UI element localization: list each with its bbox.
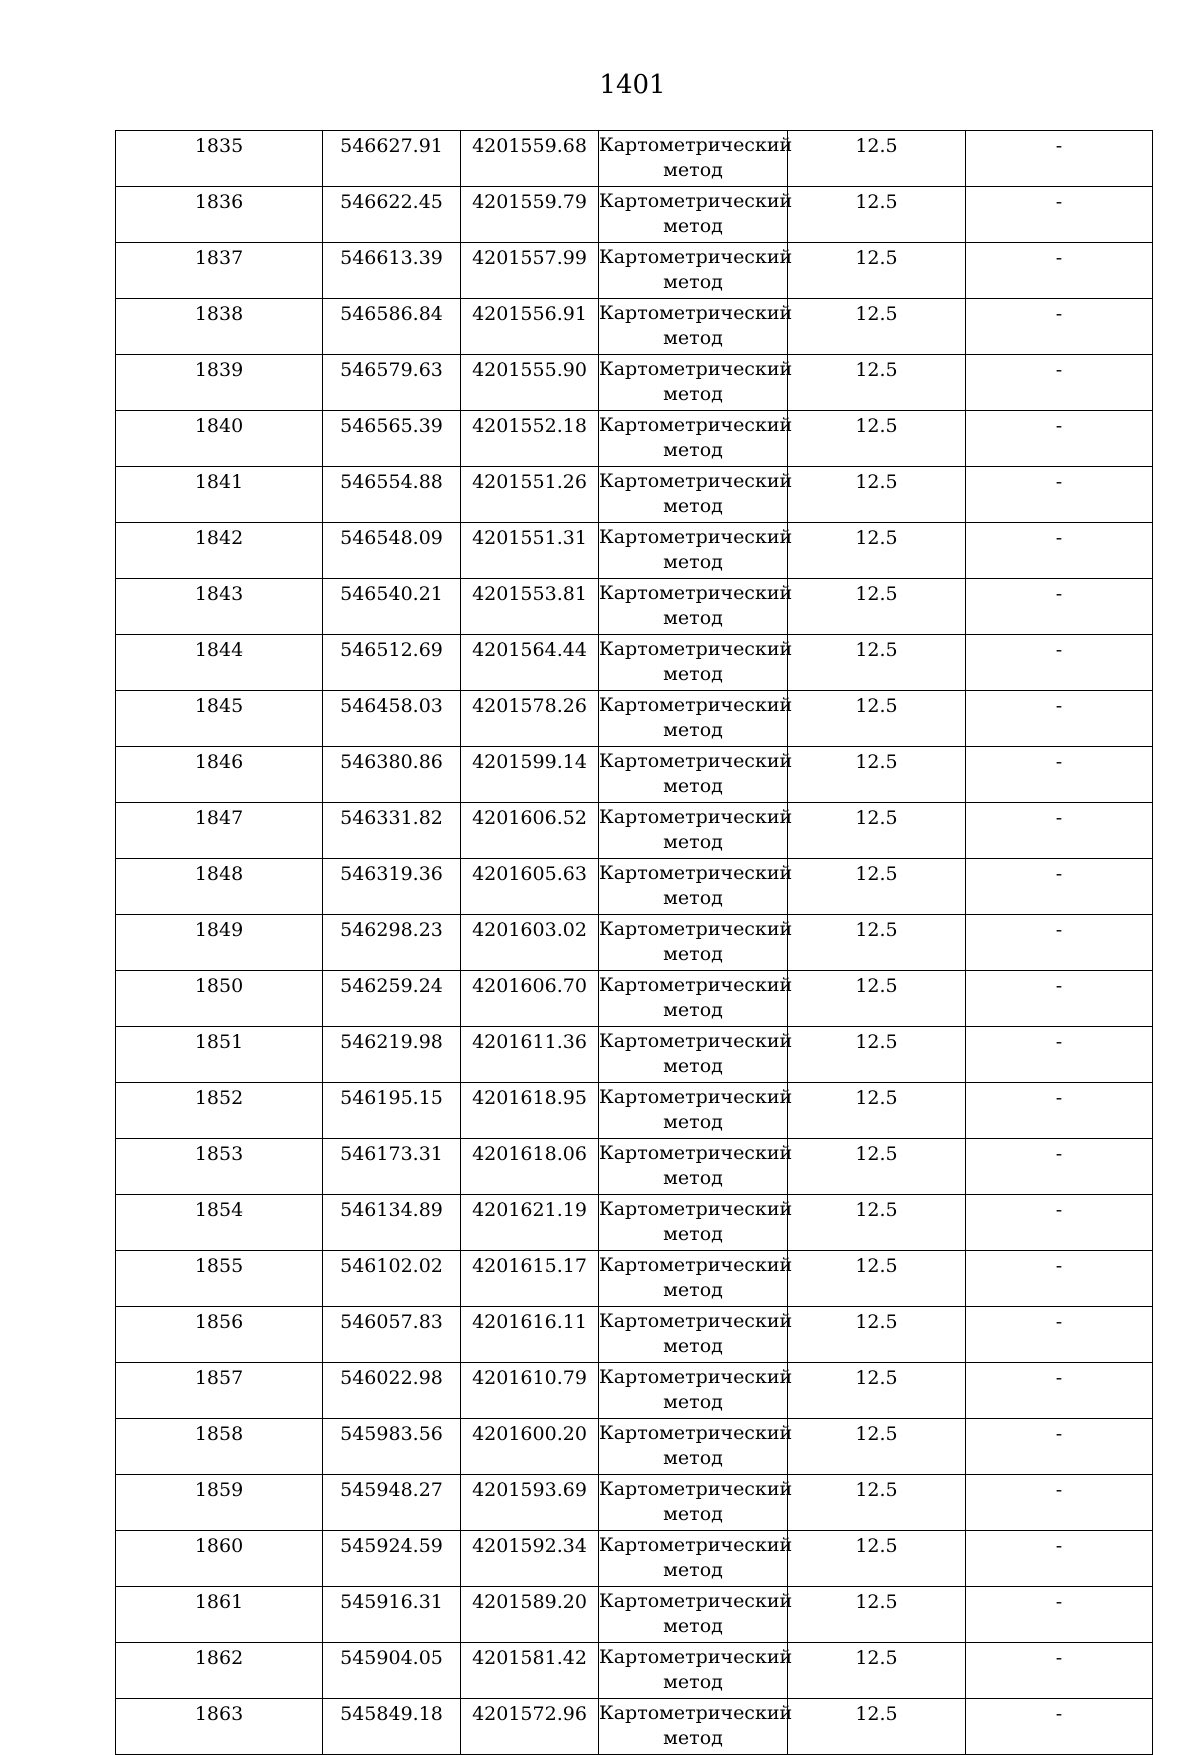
method-line-1: Картометрический — [599, 974, 793, 996]
accuracy-cell: 12.5 — [788, 1531, 966, 1587]
point-number-cell: 1849 — [116, 915, 323, 971]
note-cell: - — [966, 1475, 1153, 1531]
y-coordinate-cell: 4201603.02 — [461, 915, 599, 971]
accuracy-cell: 12.5 — [788, 635, 966, 691]
y-coordinate-cell: 4201551.31 — [461, 523, 599, 579]
y-coordinate-cell: 4201557.99 — [461, 243, 599, 299]
point-number-cell: 1842 — [116, 523, 323, 579]
table-row — [116, 1699, 1153, 1755]
method-line-1: Картометрический — [599, 470, 793, 492]
method-line-2: метод — [663, 439, 723, 461]
method-cell — [599, 1307, 793, 1363]
method-line-2: метод — [663, 159, 723, 181]
method-line-2: метод — [663, 383, 723, 405]
point-number-cell: 1848 — [116, 859, 323, 915]
table-row — [116, 243, 1153, 299]
method-line-2: метод — [663, 775, 723, 797]
accuracy-cell: 12.5 — [788, 243, 966, 299]
accuracy-cell: 12.5 — [788, 411, 966, 467]
method-line-1: Картометрический — [599, 638, 793, 660]
accuracy-cell: 12.5 — [788, 579, 966, 635]
accuracy-cell: 12.5 — [788, 1699, 966, 1755]
method-line-1: Картометрический — [599, 1086, 793, 1108]
method-line-2: метод — [663, 1391, 723, 1413]
method-line-1: Картометрический — [599, 134, 793, 156]
method-line-1: Картометрический — [599, 1030, 793, 1052]
x-coordinate-cell: 546134.89 — [323, 1195, 461, 1251]
point-number-cell: 1859 — [116, 1475, 323, 1531]
note-cell: - — [966, 971, 1153, 1027]
y-coordinate-cell: 4201559.68 — [461, 131, 599, 187]
method-line-2: метод — [663, 1447, 723, 1469]
method-line-1: Картометрический — [599, 526, 793, 548]
point-number-cell: 1850 — [116, 971, 323, 1027]
coordinates-table — [115, 130, 1153, 1755]
method-line-2: метод — [663, 1559, 723, 1581]
y-coordinate-cell: 4201559.79 — [461, 187, 599, 243]
note-cell: - — [966, 1027, 1153, 1083]
x-coordinate-cell: 546548.09 — [323, 523, 461, 579]
x-coordinate-cell: 546627.91 — [323, 131, 461, 187]
method-cell — [599, 355, 793, 411]
method-cell — [599, 747, 793, 803]
note-cell: - — [966, 187, 1153, 243]
method-cell — [599, 859, 793, 915]
x-coordinate-cell: 546458.03 — [323, 691, 461, 747]
method-cell — [599, 523, 793, 579]
y-coordinate-cell: 4201618.95 — [461, 1083, 599, 1139]
y-coordinate-cell: 4201581.42 — [461, 1643, 599, 1699]
note-cell: - — [966, 1587, 1153, 1643]
point-number-cell: 1853 — [116, 1139, 323, 1195]
y-coordinate-cell: 4201553.81 — [461, 579, 599, 635]
method-cell — [599, 1195, 793, 1251]
x-coordinate-cell: 545983.56 — [323, 1419, 461, 1475]
point-number-cell: 1837 — [116, 243, 323, 299]
x-coordinate-cell: 545904.05 — [323, 1643, 461, 1699]
x-coordinate-cell: 546298.23 — [323, 915, 461, 971]
x-coordinate-cell: 546586.84 — [323, 299, 461, 355]
method-cell — [599, 635, 793, 691]
note-cell: - — [966, 1699, 1153, 1755]
method-line-1: Картометрический — [599, 1478, 793, 1500]
x-coordinate-cell: 546554.88 — [323, 467, 461, 523]
y-coordinate-cell: 4201555.90 — [461, 355, 599, 411]
y-coordinate-cell: 4201621.19 — [461, 1195, 599, 1251]
method-line-1: Картометрический — [599, 918, 793, 940]
note-cell: - — [966, 1195, 1153, 1251]
point-number-cell: 1835 — [116, 131, 323, 187]
coordinates-table-body — [116, 131, 1153, 1755]
method-cell — [599, 299, 793, 355]
method-line-2: метод — [663, 719, 723, 741]
note-cell: - — [966, 747, 1153, 803]
table-row — [116, 1531, 1153, 1587]
y-coordinate-cell: 4201552.18 — [461, 411, 599, 467]
point-number-cell: 1843 — [116, 579, 323, 635]
accuracy-cell: 12.5 — [788, 299, 966, 355]
accuracy-cell: 12.5 — [788, 131, 966, 187]
note-cell: - — [966, 579, 1153, 635]
method-cell — [599, 1643, 793, 1699]
x-coordinate-cell: 546579.63 — [323, 355, 461, 411]
note-cell: - — [966, 1531, 1153, 1587]
method-cell — [599, 467, 793, 523]
table-row — [116, 355, 1153, 411]
method-line-1: Картометрический — [599, 358, 793, 380]
table-row — [116, 411, 1153, 467]
note-cell: - — [966, 915, 1153, 971]
point-number-cell: 1855 — [116, 1251, 323, 1307]
x-coordinate-cell: 546540.21 — [323, 579, 461, 635]
table-row — [116, 131, 1153, 187]
method-line-1: Картометрический — [599, 190, 793, 212]
method-cell — [599, 187, 793, 243]
point-number-cell: 1838 — [116, 299, 323, 355]
point-number-cell: 1856 — [116, 1307, 323, 1363]
x-coordinate-cell: 546622.45 — [323, 187, 461, 243]
point-number-cell: 1841 — [116, 467, 323, 523]
table-row — [116, 1419, 1153, 1475]
table-row — [116, 1643, 1153, 1699]
y-coordinate-cell: 4201589.20 — [461, 1587, 599, 1643]
point-number-cell: 1858 — [116, 1419, 323, 1475]
table-row — [116, 1307, 1153, 1363]
accuracy-cell: 12.5 — [788, 523, 966, 579]
note-cell: - — [966, 635, 1153, 691]
accuracy-cell: 12.5 — [788, 691, 966, 747]
y-coordinate-cell: 4201616.11 — [461, 1307, 599, 1363]
note-cell: - — [966, 1307, 1153, 1363]
x-coordinate-cell: 546022.98 — [323, 1363, 461, 1419]
method-line-2: метод — [663, 663, 723, 685]
table-row — [116, 1587, 1153, 1643]
method-line-2: метод — [663, 495, 723, 517]
x-coordinate-cell: 546259.24 — [323, 971, 461, 1027]
method-cell — [599, 1139, 793, 1195]
method-line-1: Картометрический — [599, 1310, 793, 1332]
method-line-2: метод — [663, 271, 723, 293]
table-row — [116, 803, 1153, 859]
method-line-1: Картометрический — [599, 1198, 793, 1220]
method-line-1: Картометрический — [599, 1590, 793, 1612]
x-coordinate-cell: 545924.59 — [323, 1531, 461, 1587]
y-coordinate-cell: 4201592.34 — [461, 1531, 599, 1587]
table-row — [116, 299, 1153, 355]
x-coordinate-cell: 546319.36 — [323, 859, 461, 915]
method-cell — [599, 1419, 793, 1475]
method-cell — [599, 803, 793, 859]
accuracy-cell: 12.5 — [788, 1363, 966, 1419]
method-line-2: метод — [663, 1615, 723, 1637]
note-cell: - — [966, 1643, 1153, 1699]
x-coordinate-cell: 546102.02 — [323, 1251, 461, 1307]
point-number-cell: 1847 — [116, 803, 323, 859]
accuracy-cell: 12.5 — [788, 355, 966, 411]
method-line-2: метод — [663, 1671, 723, 1693]
accuracy-cell: 12.5 — [788, 467, 966, 523]
point-number-cell: 1863 — [116, 1699, 323, 1755]
note-cell: - — [966, 1083, 1153, 1139]
y-coordinate-cell: 4201578.26 — [461, 691, 599, 747]
method-cell — [599, 1587, 793, 1643]
note-cell: - — [966, 299, 1153, 355]
method-line-1: Картометрический — [599, 1534, 793, 1556]
note-cell: - — [966, 1419, 1153, 1475]
method-cell — [599, 1027, 793, 1083]
accuracy-cell: 12.5 — [788, 1027, 966, 1083]
method-line-2: метод — [663, 1111, 723, 1133]
point-number-cell: 1845 — [116, 691, 323, 747]
note-cell: - — [966, 859, 1153, 915]
note-cell: - — [966, 803, 1153, 859]
point-number-cell: 1839 — [116, 355, 323, 411]
method-line-1: Картометрический — [599, 862, 793, 884]
y-coordinate-cell: 4201593.69 — [461, 1475, 599, 1531]
accuracy-cell: 12.5 — [788, 1251, 966, 1307]
method-line-1: Картометрический — [599, 1702, 793, 1724]
x-coordinate-cell: 545948.27 — [323, 1475, 461, 1531]
method-line-1: Картометрический — [599, 414, 793, 436]
table-row — [116, 467, 1153, 523]
x-coordinate-cell: 546195.15 — [323, 1083, 461, 1139]
note-cell: - — [966, 523, 1153, 579]
point-number-cell: 1840 — [116, 411, 323, 467]
note-cell: - — [966, 1251, 1153, 1307]
accuracy-cell: 12.5 — [788, 187, 966, 243]
point-number-cell: 1861 — [116, 1587, 323, 1643]
y-coordinate-cell: 4201605.63 — [461, 859, 599, 915]
x-coordinate-cell: 545849.18 — [323, 1699, 461, 1755]
table-row — [116, 1251, 1153, 1307]
method-cell — [599, 1251, 793, 1307]
method-line-1: Картометрический — [599, 694, 793, 716]
table-row — [116, 915, 1153, 971]
table-row — [116, 523, 1153, 579]
method-line-2: метод — [663, 1503, 723, 1525]
method-line-2: метод — [663, 1055, 723, 1077]
note-cell: - — [966, 1363, 1153, 1419]
table-row — [116, 1027, 1153, 1083]
method-line-1: Картометрический — [599, 750, 793, 772]
y-coordinate-cell: 4201551.26 — [461, 467, 599, 523]
method-cell — [599, 1699, 793, 1755]
y-coordinate-cell: 4201564.44 — [461, 635, 599, 691]
accuracy-cell: 12.5 — [788, 1307, 966, 1363]
accuracy-cell: 12.5 — [788, 747, 966, 803]
accuracy-cell: 12.5 — [788, 1643, 966, 1699]
note-cell: - — [966, 411, 1153, 467]
table-row — [116, 1363, 1153, 1419]
method-line-1: Картометрический — [599, 806, 793, 828]
method-cell — [599, 1475, 793, 1531]
accuracy-cell: 12.5 — [788, 971, 966, 1027]
point-number-cell: 1851 — [116, 1027, 323, 1083]
note-cell: - — [966, 691, 1153, 747]
x-coordinate-cell: 546565.39 — [323, 411, 461, 467]
method-line-2: метод — [663, 1223, 723, 1245]
note-cell: - — [966, 131, 1153, 187]
y-coordinate-cell: 4201610.79 — [461, 1363, 599, 1419]
method-line-2: метод — [663, 831, 723, 853]
y-coordinate-cell: 4201556.91 — [461, 299, 599, 355]
point-number-cell: 1854 — [116, 1195, 323, 1251]
y-coordinate-cell: 4201615.17 — [461, 1251, 599, 1307]
method-line-2: метод — [663, 1167, 723, 1189]
table-row — [116, 1195, 1153, 1251]
method-line-1: Картометрический — [599, 302, 793, 324]
table-row — [116, 1083, 1153, 1139]
note-cell: - — [966, 1139, 1153, 1195]
method-cell — [599, 243, 793, 299]
method-cell — [599, 579, 793, 635]
point-number-cell: 1844 — [116, 635, 323, 691]
point-number-cell: 1860 — [116, 1531, 323, 1587]
method-cell — [599, 691, 793, 747]
x-coordinate-cell: 546512.69 — [323, 635, 461, 691]
table-row — [116, 1475, 1153, 1531]
accuracy-cell: 12.5 — [788, 1475, 966, 1531]
method-line-2: метод — [663, 999, 723, 1021]
page-number: 1401 — [599, 70, 666, 100]
table-row — [116, 579, 1153, 635]
y-coordinate-cell: 4201572.96 — [461, 1699, 599, 1755]
method-line-2: метод — [663, 943, 723, 965]
method-line-2: метод — [663, 607, 723, 629]
method-line-1: Картометрический — [599, 246, 793, 268]
accuracy-cell: 12.5 — [788, 1587, 966, 1643]
x-coordinate-cell: 545916.31 — [323, 1587, 461, 1643]
method-line-2: метод — [663, 887, 723, 909]
method-cell — [599, 1363, 793, 1419]
method-cell — [599, 1531, 793, 1587]
x-coordinate-cell: 546331.82 — [323, 803, 461, 859]
method-line-1: Картометрический — [599, 1366, 793, 1388]
accuracy-cell: 12.5 — [788, 803, 966, 859]
method-line-1: Картометрический — [599, 1422, 793, 1444]
table-row — [116, 859, 1153, 915]
method-cell — [599, 411, 793, 467]
accuracy-cell: 12.5 — [788, 1195, 966, 1251]
note-cell: - — [966, 467, 1153, 523]
table-row — [116, 971, 1153, 1027]
method-line-2: метод — [663, 1335, 723, 1357]
method-line-2: метод — [663, 327, 723, 349]
y-coordinate-cell: 4201599.14 — [461, 747, 599, 803]
method-line-1: Картометрический — [599, 1646, 793, 1668]
note-cell: - — [966, 355, 1153, 411]
y-coordinate-cell: 4201611.36 — [461, 1027, 599, 1083]
x-coordinate-cell: 546613.39 — [323, 243, 461, 299]
method-line-2: метод — [663, 1279, 723, 1301]
y-coordinate-cell: 4201606.70 — [461, 971, 599, 1027]
method-cell — [599, 131, 793, 187]
table-row — [116, 635, 1153, 691]
table-row — [116, 691, 1153, 747]
y-coordinate-cell: 4201618.06 — [461, 1139, 599, 1195]
accuracy-cell: 12.5 — [788, 915, 966, 971]
point-number-cell: 1852 — [116, 1083, 323, 1139]
method-line-1: Картометрический — [599, 1254, 793, 1276]
method-cell — [599, 1083, 793, 1139]
method-line-2: метод — [663, 551, 723, 573]
method-line-1: Картометрический — [599, 582, 793, 604]
x-coordinate-cell: 546057.83 — [323, 1307, 461, 1363]
point-number-cell: 1846 — [116, 747, 323, 803]
accuracy-cell: 12.5 — [788, 1083, 966, 1139]
method-cell — [599, 915, 793, 971]
accuracy-cell: 12.5 — [788, 1419, 966, 1475]
method-cell — [599, 971, 793, 1027]
accuracy-cell: 12.5 — [788, 1139, 966, 1195]
x-coordinate-cell: 546219.98 — [323, 1027, 461, 1083]
y-coordinate-cell: 4201606.52 — [461, 803, 599, 859]
table-row — [116, 187, 1153, 243]
point-number-cell: 1836 — [116, 187, 323, 243]
point-number-cell: 1857 — [116, 1363, 323, 1419]
x-coordinate-cell: 546173.31 — [323, 1139, 461, 1195]
accuracy-cell: 12.5 — [788, 859, 966, 915]
note-cell: - — [966, 243, 1153, 299]
method-line-2: метод — [663, 1727, 723, 1749]
table-row — [116, 747, 1153, 803]
table-row — [116, 1139, 1153, 1195]
method-line-1: Картометрический — [599, 1142, 793, 1164]
y-coordinate-cell: 4201600.20 — [461, 1419, 599, 1475]
point-number-cell: 1862 — [116, 1643, 323, 1699]
method-line-2: метод — [663, 215, 723, 237]
x-coordinate-cell: 546380.86 — [323, 747, 461, 803]
